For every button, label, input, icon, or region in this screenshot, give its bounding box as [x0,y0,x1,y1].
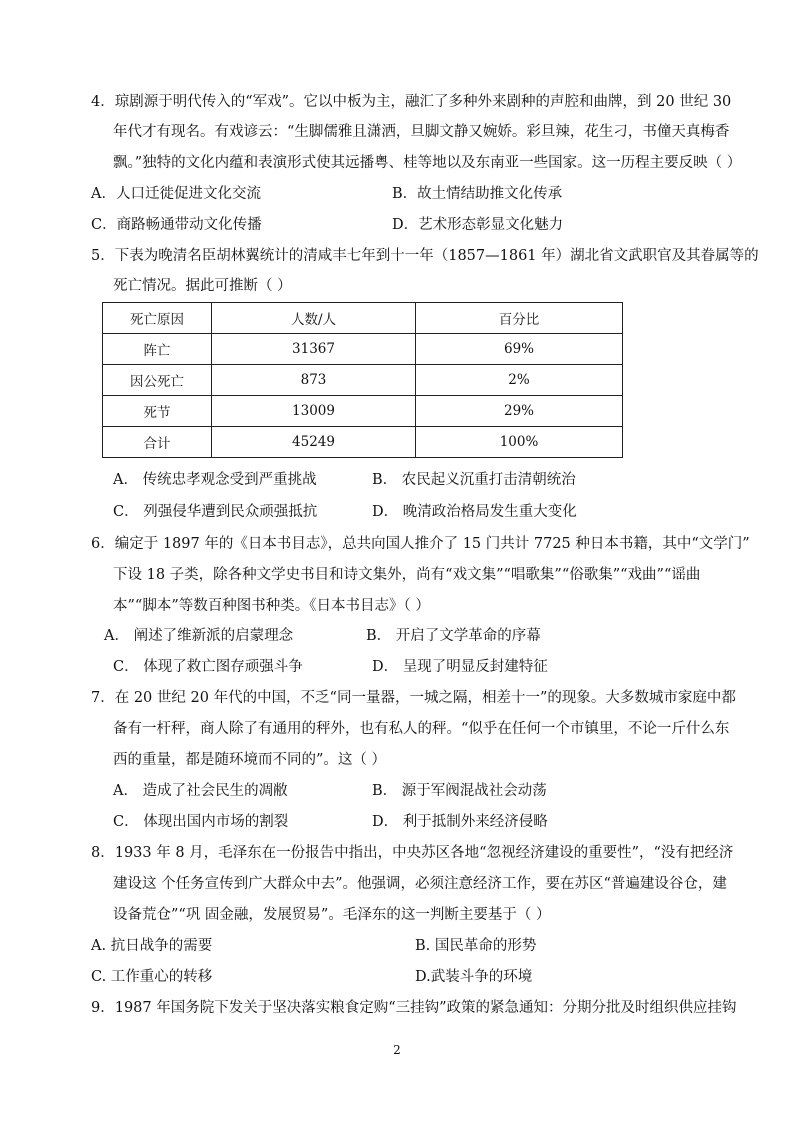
table-header: 百分比 [416,303,623,334]
q4-line-3: 飘。”独特的文化内蕴和表演形式使其远播粤、桂等地以及东南亚一些国家。这一历程主要反映（ ） [113,155,742,171]
q6-line-3: 本”“脚本”等数百种图书种类。《日本书目志》（ ） [113,598,430,614]
table-header: 死亡原因 [103,303,212,334]
table-row [103,334,623,365]
q7-line-3: 西的重量，都是随环境而不同的”。这（ ） [113,752,387,768]
table-cell: 阵亡 [103,334,212,365]
q8-line-2: 建设这 个任务宣传到广大群众中去”。他强调，必须注意经济工作，要在苏区“普遍建设谷仓，建 [113,876,727,892]
q7-option-d: D． 利于抵制外来经济侵略 [372,814,548,830]
q8-option-d: D.武装斗争的环境 [415,969,533,985]
q6-line-2: 下设 18 子类，除各种文学史书目和诗文集外，尚有“戏文集”“唱歌集”“俗歌集”“戏曲”“谣曲 [113,567,701,583]
table-header: 人数/人 [212,303,416,334]
q5-line-1: 5．下表为晚清名臣胡林翼统计的清咸丰七年到十一年（1857—1861 年）湖北省文武职官及其眷属等的 [91,248,759,264]
q5-option-d: D． 晚清政治格局发生重大变化 [372,504,577,520]
q4-option-d: D．艺术形态彰显文化魅力 [392,217,564,233]
table-cell: 31367 [212,334,416,365]
q8-line-3: 设备荒仓”“巩 固金融，发展贸易”。毛泽东的这一判断主要基于（ ） [113,907,551,923]
q8-line-1: 8．1933 年 8 月，毛泽东在一份报告中指出，中央苏区各地“忽视经济建设的重要性”，“没有把经济 [91,845,734,861]
q7-option-c: C． 体现出国内市场的割裂 [113,814,289,830]
q7-option-a: A． 造成了社会民生的凋敝 [113,783,288,799]
table-cell: 合计 [103,427,212,458]
q6-option-a: A． 阐述了维新派的启蒙理念 [104,628,294,644]
q7-line-1: 7．在 20 世纪 20 年代的中国，不乏“同一量器，一城之隔，相差十一”的现象。大多数城市家庭中都 [91,690,736,706]
q8-option-b: B. 国民革命的形势 [415,938,537,954]
q5-line-2: 死亡情况。据此可推断（ ） [113,278,292,294]
q9-line-1: 9．1987 年国务院下发关于坚决落实粮食定购“三挂钩”政策的紧急通知：分期分批及时组织供应挂钩 [91,1000,737,1016]
table-cell: 2% [416,365,623,396]
q4-line-1: 4．琼剧源于明代传入的“军戏”。它以中板为主，融汇了多种外来剧种的声腔和曲牌，到 20 世纪 30 [91,94,732,110]
q5-option-c: C． 列强侵华遭到民众顽强抵抗 [113,504,318,520]
q8-option-c: C. 工作重心的转移 [91,969,213,985]
table-cell: 873 [212,365,416,396]
q4-option-c: C．商路畅通带动文化传播 [91,217,262,233]
table-cell: 45249 [212,427,416,458]
table-cell: 因公死亡 [103,365,212,396]
table-cell: 69% [416,334,623,365]
q8-option-a: A. 抗日战争的需要 [91,938,213,954]
q5-option-a: A． 传统忠孝观念受到严重挑战 [113,472,317,488]
q6-option-d: D． 呈现了明显反封建特征 [372,659,548,675]
death-statistics-table [102,302,623,458]
table-row [103,396,623,427]
table-row [103,365,623,396]
q5-option-b: B． 农民起义沉重打击清朝统治 [372,472,576,488]
q7-option-b: B． 源于军阀混战社会动荡 [372,783,547,799]
table-row [103,427,623,458]
table-cell: 29% [416,396,623,427]
table-cell: 13009 [212,396,416,427]
table-cell: 死节 [103,396,212,427]
q7-line-2: 备有一杆秤，商人除了有通用的秤外，也有私人的秤。“似乎在任何一个市镇里，不论一斤什么东 [113,721,730,737]
page-number: 2 [393,1043,401,1057]
q6-option-c: C． 体现了救亡图存顽强斗争 [113,659,303,675]
table-cell: 100% [416,427,623,458]
q4-option-a: A．人口迁徙促进文化交流 [91,186,261,202]
q6-option-b: B． 开启了文学革命的序幕 [366,628,541,644]
table-header-row [103,303,623,334]
q4-option-b: B．故土情结助推文化传承 [392,186,563,202]
q6-line-1: 6．编定于 1897 年的《日本书目志》，总共向国人推介了 15 门共计 7725 种日本书籍，其中“文学门” [91,536,750,552]
q4-line-2: 年代才有现名。有戏谚云：“生脚儒雅且潇洒，旦脚文静又婉娇。彩旦辣，花生刁，书僮天真梅香 [113,124,730,140]
